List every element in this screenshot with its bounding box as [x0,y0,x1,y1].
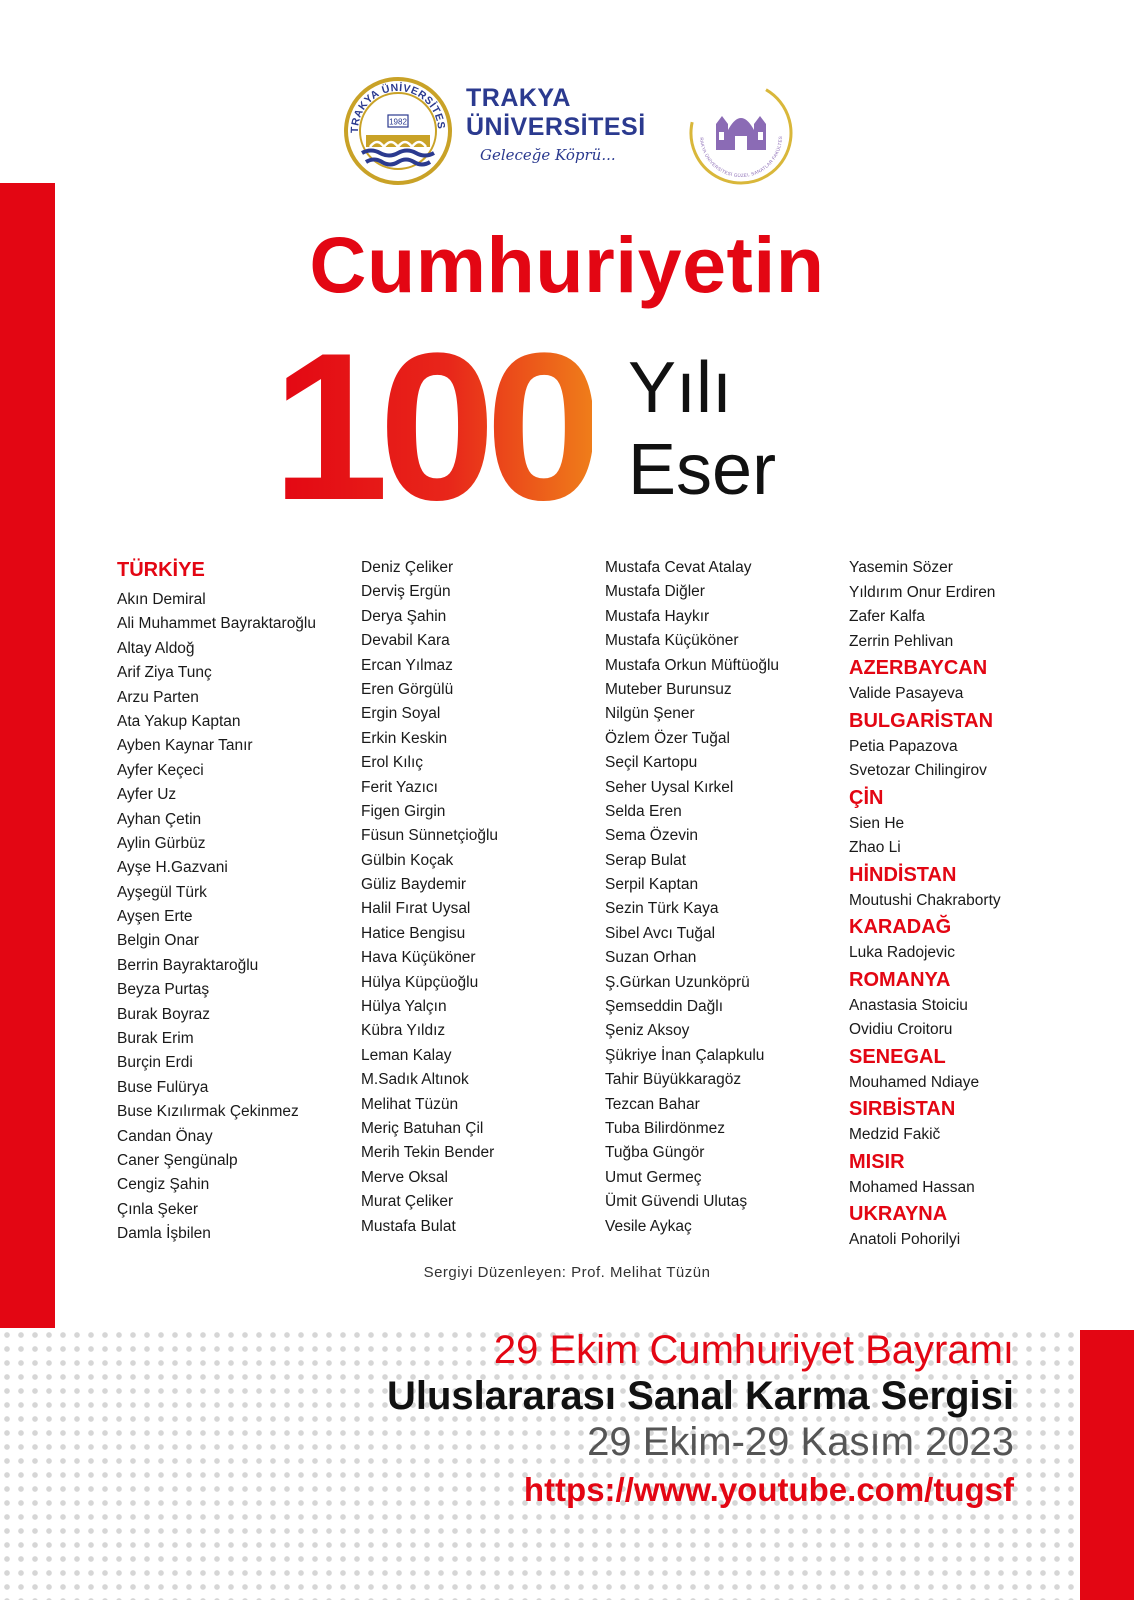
artist-name: Deniz Çeliker [361,559,454,576]
artist-name: Yasemin Sözer [849,559,953,576]
artist-name: Merih Tekin Bender [361,1144,495,1162]
artist-name: Sibel Avcı Tuğal [605,924,716,942]
seal-year: 1982 [389,117,407,127]
artist-name: Umut Germeç [605,1168,702,1186]
artist-name: Belgin Onar [117,932,199,950]
country-heading: BULGARİSTAN [849,709,994,732]
artist-name: Burak Boyraz [117,1005,211,1023]
artist-name: Zafer Kalfa [849,608,925,625]
seal-text: TRAKYA ÜNİVERSİTES [348,81,448,134]
artist-name: Moutushi Chakraborty [849,891,1001,909]
university-line2: ÜNİVERSİTESİ [466,113,646,141]
artist-name: Caner Şengünalp [117,1151,238,1169]
artist-name: Ayhan Çetin [117,810,202,828]
artist-name: Serpil Kaptan [605,876,699,894]
artist-name: Merve Oksal [361,1168,448,1186]
artist-name: Yıldırım Onur Erdiren [849,583,996,601]
artist-name: Ayfer Keçeci [117,761,204,779]
artist-name: Hatice Bengisu [361,924,466,942]
artist-name: Seçil Kartopu [605,754,698,772]
artist-name: Hava Küçüköner [361,949,476,967]
artist-name: Halil Fırat Uysal [361,900,471,918]
artist-name: Burçin Erdi [117,1054,193,1072]
artist-name: Seher Uysal Kırkel [605,778,734,796]
artist-name: Ayşe H.Gazvani [117,859,228,877]
faculty-seal-icon [688,80,794,186]
left-red-bar [0,183,55,1328]
faculty-seal-text: RAKYA ÜNİVERSİTESİ GÜZEL SANATLAR FAKÜLTES [698,135,784,179]
artist-column-2 [361,556,498,1239]
artist-name: Güliz Baydemir [361,876,467,894]
artist-name: Nilgün Şener [605,705,695,723]
artist-name: Damla İşbilen [117,1225,211,1243]
artist-name: Ata Yakup Kaptan [117,712,241,730]
artist-name: Muteber Burunsuz [605,680,732,698]
artist-name: Berrin Bayraktaroğlu [117,956,259,974]
country-heading: KARADAĞ [849,916,952,938]
country-heading: MISIR [849,1150,905,1173]
artist-name: Buse Kızılırmak Çekinmez [117,1103,299,1121]
university-seal-icon [344,77,452,185]
artist-name: Eren Görgülü [361,680,454,698]
artist-name: Selda Eren [605,802,682,820]
artist-column-3 [605,556,779,1239]
country-heading: UKRAYNA [849,1203,948,1225]
artist-name: Tuba Bilirdönmez [605,1119,726,1137]
country-heading: ÇİN [849,786,884,809]
organizer-credit: Sergiyi Düzenleyen: Prof. Melihat Tüzün [423,1264,711,1281]
artist-name: Serap Bulat [605,851,686,869]
artist-name: Mustafa Haykır [605,607,710,625]
artist-name: Meriç Batuhan Çil [361,1119,484,1137]
artist-name: Ayşen Erte [117,908,193,926]
artist-column-1 [117,556,316,1247]
artist-name: Anastasia Stoiciu [849,996,968,1014]
artist-name: Hülya Yalçın [361,998,447,1016]
artist-column-4 [849,556,1001,1253]
artist-name: Ovidiu Croitoru [849,1021,953,1038]
artist-name: Zhao Li [849,839,901,856]
artist-name: Kübra Yıldız [361,1022,446,1040]
artist-name: Şeniz Aksoy [605,1022,690,1040]
right-red-bar [1080,1330,1134,1600]
country-heading: HİNDİSTAN [849,863,957,886]
artist-name: Mustafa Diğler [605,583,705,601]
artist-name: Leman Kalay [361,1046,452,1064]
country-heading: AZERBAYCAN [849,657,988,679]
artist-name: M.Sadık Altınok [361,1071,469,1089]
artist-name: Ayfer Uz [117,786,177,804]
artist-name: Medzid Fakič [849,1126,941,1143]
artist-name: Ergin Soyal [361,705,441,723]
artist-name: Derviş Ergün [361,583,451,601]
artist-name: Akın Demiral [117,591,206,608]
artist-name: Tezcan Bahar [605,1095,700,1113]
artist-name: Sien He [849,814,905,832]
artist-name: Ümit Güvendi Ulutaş [605,1193,748,1211]
artist-name: Mustafa Bulat [361,1217,456,1235]
artist-name: Burak Erim [117,1030,194,1048]
artist-name: Candan Önay [117,1127,213,1145]
headline-number: 100 [272,309,593,544]
artist-name: Mustafa Küçüköner [605,632,739,650]
artist-name: Şemseddin Dağlı [605,998,724,1016]
artist-name: Altay Aldoğ [117,639,195,657]
headline-title: Cumhuriyetin [309,220,825,309]
artist-name: Erkin Keskin [361,729,448,747]
artist-name: Ayben Kaynar Tanır [117,737,253,755]
event-subtitle: Uluslararası Sanal Karma Sergisi [387,1374,1014,1418]
country-heading: ROMANYA [849,968,951,991]
artist-name: Vesile Aykaç [605,1217,692,1235]
artist-name: Cengiz Şahin [117,1176,210,1194]
artist-name: Buse Fulürya [117,1078,209,1096]
artist-name: Sezin Türk Kaya [605,900,719,918]
artist-name: Şükriye İnan Çalapkulu [605,1046,765,1064]
artist-name: Figen Girgin [361,802,446,820]
artist-name: Hülya Küpçüoğlu [361,973,479,991]
artist-name: Suzan Orhan [605,949,697,967]
artist-name: Arzu Parten [117,688,199,706]
artist-name: Erol Kılıç [361,754,424,772]
artist-name: Ayşegül Türk [117,883,207,901]
artist-name: Melihat Tüzün [361,1095,459,1113]
artist-name: Ferit Yazıcı [361,778,438,796]
artist-name: Tuğba Güngör [605,1144,705,1162]
artist-name: Tahir Büyükkaragöz [605,1071,742,1089]
artist-name: Beyza Purtaş [117,981,210,999]
artist-name: Anatoli Pohorilyi [849,1231,961,1248]
artist-name: Arif Ziya Tunç [117,664,212,682]
artist-name: Mouhamed Ndiaye [849,1073,980,1091]
headline-word-yili: Yılı [628,348,733,428]
artist-name: Gülbin Koçak [361,851,454,869]
headline-word-eser: Eser [628,430,777,510]
artist-name: Luka Radojevic [849,944,955,961]
country-heading: SIRBİSTAN [849,1098,956,1120]
university-name [466,84,646,164]
artist-name: Ercan Yılmaz [361,656,453,674]
country-heading: SENEGAL [849,1045,946,1068]
artist-name: Petia Papazova [849,737,958,755]
artist-name: Füsun Sünnetçioğlu [361,827,499,845]
country-heading: TÜRKİYE [117,559,205,581]
university-line1: TRAKYA [466,84,571,112]
artist-name: Derya Şahin [361,607,447,625]
artist-name: Ali Muhammet Bayraktaroğlu [117,615,316,633]
artist-name: Mohamed Hassan [849,1178,975,1196]
artist-name: Devabil Kara [361,632,450,650]
event-title: 29 Ekim Cumhuriyet Bayramı [493,1328,1014,1372]
artist-name: Çınla Şeker [117,1200,198,1218]
event-url-link[interactable]: https://www.youtube.com/tugsf [523,1471,1014,1508]
artist-name: Svetozar Chilingirov [849,762,987,779]
artist-name: Mustafa Orkun Müftüoğlu [605,656,780,674]
artist-name: Zerrin Pehlivan [849,632,954,650]
event-dates: 29 Ekim-29 Kasım 2023 [587,1420,1014,1464]
artist-name: Murat Çeliker [361,1193,454,1211]
artist-name: Sema Özevin [605,827,699,845]
artist-name: Aylin Gürbüz [117,834,206,852]
artist-name: Özlem Özer Tuğal [605,729,730,747]
artist-name: Valide Pasayeva [849,685,964,702]
artist-name: Mustafa Cevat Atalay [605,559,752,576]
university-slogan: Geleceğe Köprü... [480,146,616,164]
artist-name: Ş.Gürkan Uzunköprü [605,973,750,991]
